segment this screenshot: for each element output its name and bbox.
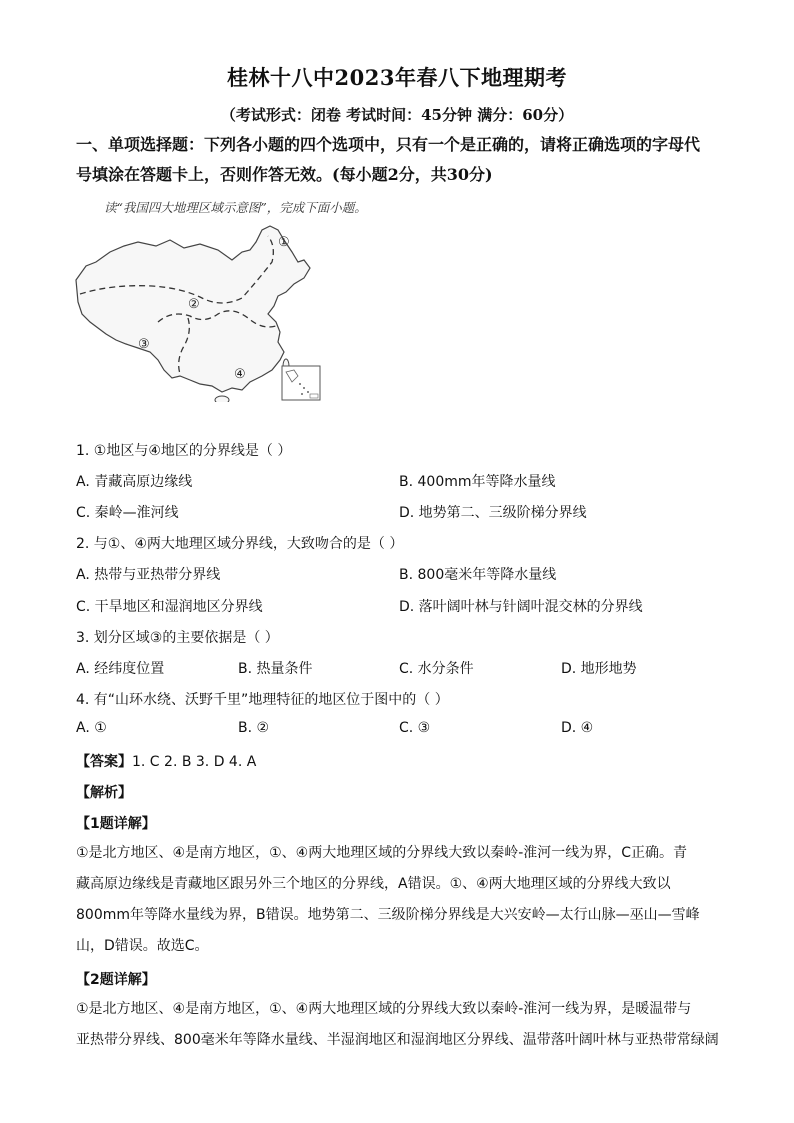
question-1-stem: 1. ①地区与④地区的分界线是（ ） xyxy=(76,443,292,459)
detail-2-label: 【2题详解】 xyxy=(76,972,156,988)
question-2-option-b: B. 800毫米年等降水量线 xyxy=(399,567,557,583)
detail-1-line: ①是北方地区、④是南方地区，①、④两大地理区域的分界线大致以秦岭-淮河一线为界，C正确。青 xyxy=(76,845,688,861)
region-label-1: ① xyxy=(278,235,290,250)
question-4-option-d: D. ④ xyxy=(561,720,594,736)
detail-2-body xyxy=(76,994,726,1056)
question-2-option-d: D. 落叶阔叶林与针阔叶混交林的分界线 xyxy=(399,599,643,615)
detail-1-line: 800mm年等降水量线为界，B错误。地势第二、三级阶梯分界线是大兴安岭—太行山脉—巫山—雪峰 xyxy=(76,907,700,923)
answer-label: 【答案】 xyxy=(76,754,132,770)
analysis-label: 【解析】 xyxy=(76,785,132,801)
question-2-stem: 2. 与①、④两大地理区域分界线，大致吻合的是（ ） xyxy=(76,536,404,552)
detail-1-line: 藏高原边缘线是青藏地区跟另外三个地区的分界线，A错误。①、④两大地理区域的分界线大致以 xyxy=(76,876,671,892)
exam-info: （考试形式：闭卷 考试时间：45分钟 满分：60分） xyxy=(220,106,574,124)
question-4-stem: 4. 有“山环水绕、沃野千里”地理特征的地区位于图中的（ ） xyxy=(76,692,449,708)
detail-2-line: ①是北方地区、④是南方地区，①、④两大地理区域的分界线大致以秦岭-淮河一线为界，是暖温带与 xyxy=(76,1001,692,1017)
question-4-option-b: B. ② xyxy=(238,720,270,736)
detail-1-line: 山，D错误。故选C。 xyxy=(76,938,209,954)
question-4-option-c: C. ③ xyxy=(399,720,431,736)
question-3-option-c: C. 水分条件 xyxy=(399,661,474,677)
detail-2-line: 亚热带分界线、800毫米年等降水量线、半湿润地区和湿润地区分界线、温带落叶阔叶林与亚热带常绿阔 xyxy=(76,1032,719,1048)
section-heading-line1: 一、单项选择题：下列各小题的四个选项中，只有一个是正确的，请将正确选项的字母代 xyxy=(76,135,701,154)
question-3-stem: 3. 划分区域③的主要依据是（ ） xyxy=(76,630,279,646)
region-label-3: ③ xyxy=(138,337,150,352)
question-1-option-c: C. 秦岭—淮河线 xyxy=(76,505,179,521)
section-heading-line2: 号填涂在答题卡上，否则作答无效。(每小题2分，共30分) xyxy=(76,165,493,184)
answer-values: 1. C 2. B 3. D 4. A xyxy=(132,754,257,770)
region-label-2: ② xyxy=(188,297,200,312)
question-1-option-a: A. 青藏高原边缘线 xyxy=(76,474,193,490)
question-1-option-d: D. 地势第二、三级阶梯分界线 xyxy=(399,505,587,521)
question-3-option-d: D. 地形地势 xyxy=(561,661,637,677)
hainan-island xyxy=(215,396,229,402)
region-label-4: ④ xyxy=(234,367,246,382)
china-regions-map xyxy=(72,222,327,402)
question-4-option-a: A. ① xyxy=(76,720,107,736)
question-2-option-a: A. 热带与亚热带分界线 xyxy=(76,567,221,583)
answer-line xyxy=(76,751,256,771)
question-1-option-b: B. 400mm年等降水量线 xyxy=(399,474,556,490)
question-2-option-c: C. 干旱地区和湿润地区分界线 xyxy=(76,599,263,615)
question-3-option-b: B. 热量条件 xyxy=(238,661,313,677)
detail-1-label: 【1题详解】 xyxy=(76,816,156,832)
question-3-option-a: A. 经纬度位置 xyxy=(76,661,165,677)
south-china-sea-inset xyxy=(282,366,320,400)
map-instruction: 读“我国四大地理区域示意图”，完成下面小题。 xyxy=(104,200,367,215)
detail-1-body xyxy=(76,838,726,962)
page-title: 桂林十八中2023年春八下地理期考 xyxy=(227,65,567,90)
